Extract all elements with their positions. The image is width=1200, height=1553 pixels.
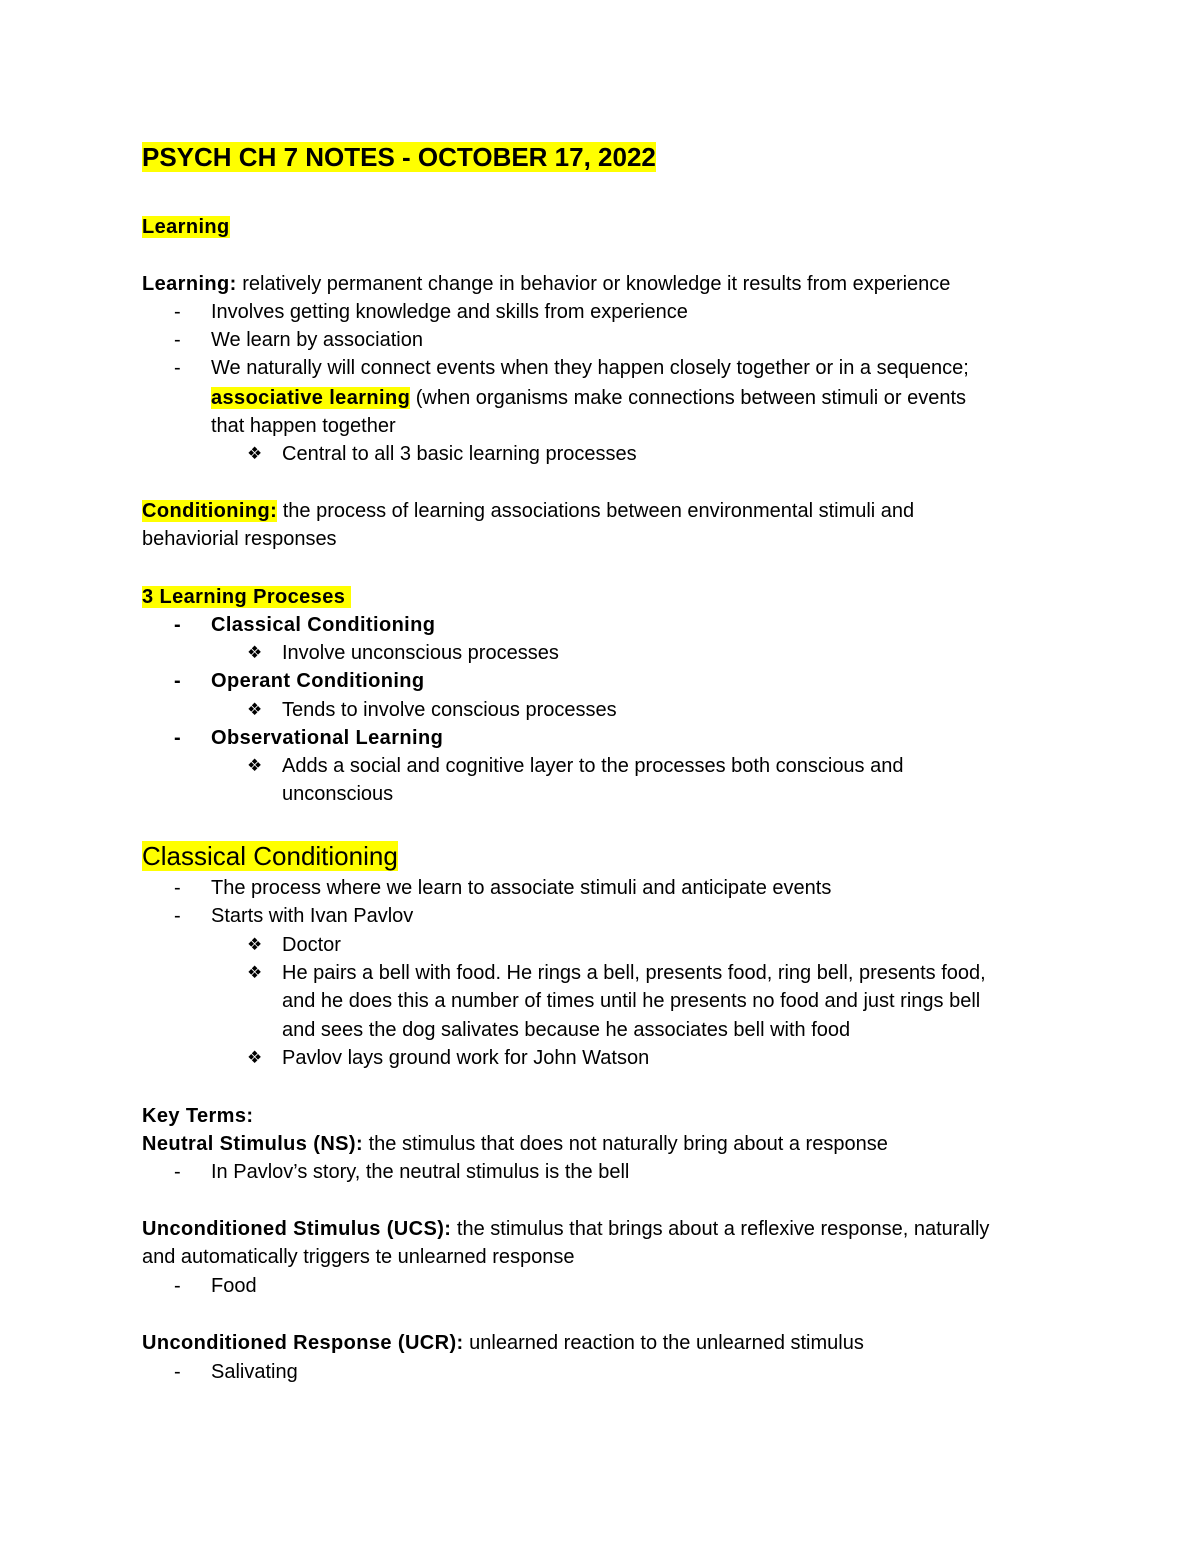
section-heading-classical: Classical Conditioning xyxy=(142,841,398,871)
term-continued: and automatically triggers te unlearned response xyxy=(142,1246,575,1268)
dash-bullet: - xyxy=(174,727,181,749)
process-note-continued: unconscious xyxy=(282,783,394,805)
diamond-bullet-icon: ❖ xyxy=(247,1048,263,1067)
diamond-bullet-icon: ❖ xyxy=(247,935,263,954)
diamond-bullet-icon: ❖ xyxy=(247,963,263,982)
process-note: Involve unconscious processes xyxy=(282,642,559,664)
diamond-bullet-icon: ❖ xyxy=(247,643,263,662)
list-item: We learn by association xyxy=(211,329,423,351)
dash-bullet: - xyxy=(174,1275,181,1297)
list-item: Starts with Ivan Pavlov xyxy=(211,905,414,927)
conditioning-definition: Conditioning: the process of learning associations between environmental stimuli and xyxy=(142,500,915,522)
diamond-bullet-icon: ❖ xyxy=(247,756,263,775)
sub-list-item: Pavlov lays ground work for John Watson xyxy=(282,1047,650,1069)
diamond-bullet-icon: ❖ xyxy=(247,700,263,719)
dash-bullet: - xyxy=(174,301,181,323)
page-title: PSYCH CH 7 NOTES - OCTOBER 17, 2022 xyxy=(142,142,656,172)
process-name: Operant Conditioning xyxy=(211,670,425,692)
sub-list-item: Central to all 3 basic learning processes xyxy=(282,443,637,465)
term-neutral-stimulus: Neutral Stimulus (NS): the stimulus that does not naturally bring about a response xyxy=(142,1133,888,1155)
process-note: Tends to involve conscious processes xyxy=(282,699,617,721)
list-item: Involves getting knowledge and skills from experience xyxy=(211,301,688,323)
sub-list-item: Doctor xyxy=(282,934,341,956)
dash-bullet: - xyxy=(174,357,181,379)
dash-bullet: - xyxy=(174,329,181,351)
section-heading-processes: 3 Learning Proceses xyxy=(142,586,352,608)
list-item: In Pavlov’s story, the neutral stimulus is the bell xyxy=(211,1161,630,1183)
sub-list-item-continued: and he does this a number of times until he presents no food and just rings bell xyxy=(282,990,981,1012)
list-item: Salivating xyxy=(211,1361,298,1383)
process-name: Classical Conditioning xyxy=(211,614,436,636)
key-terms-heading: Key Terms: xyxy=(142,1105,254,1127)
list-item: The process where we learn to associate stimuli and anticipate events xyxy=(211,877,832,899)
dash-bullet: - xyxy=(174,670,181,692)
term-unconditioned-response: Unconditioned Response (UCR): unlearned reaction to the unlearned stimulus xyxy=(142,1332,864,1354)
section-heading-learning: Learning xyxy=(142,216,230,238)
dash-bullet: - xyxy=(174,614,181,636)
dash-bullet: - xyxy=(174,1361,181,1383)
diamond-bullet-icon: ❖ xyxy=(247,444,263,463)
sub-list-item-continued: and sees the dog salivates because he associates bell with food xyxy=(282,1019,851,1041)
dash-bullet: - xyxy=(174,877,181,899)
process-note: Adds a social and cognitive layer to the processes both conscious and xyxy=(282,755,904,777)
process-name: Observational Learning xyxy=(211,727,444,749)
dash-bullet: - xyxy=(174,905,181,927)
sub-list-item: He pairs a bell with food. He rings a bell, presents food, ring bell, presents food, xyxy=(282,962,986,984)
list-item: We naturally will connect events when they happen closely together or in a sequence; xyxy=(211,357,969,379)
associative-learning-line: associative learning (when organisms make connections between stimuli or events xyxy=(211,387,967,409)
list-item-continuation: that happen together xyxy=(211,415,396,437)
dash-bullet: - xyxy=(174,1161,181,1183)
learning-definition: Learning: relatively permanent change in behavior or knowledge it results from experience xyxy=(142,273,951,295)
term-unconditioned-stimulus: Unconditioned Stimulus (UCS): the stimulus that brings about a reflexive response, naturally xyxy=(142,1218,990,1240)
conditioning-definition-continued: behaviorial responses xyxy=(142,528,337,550)
list-item: Food xyxy=(211,1275,257,1297)
